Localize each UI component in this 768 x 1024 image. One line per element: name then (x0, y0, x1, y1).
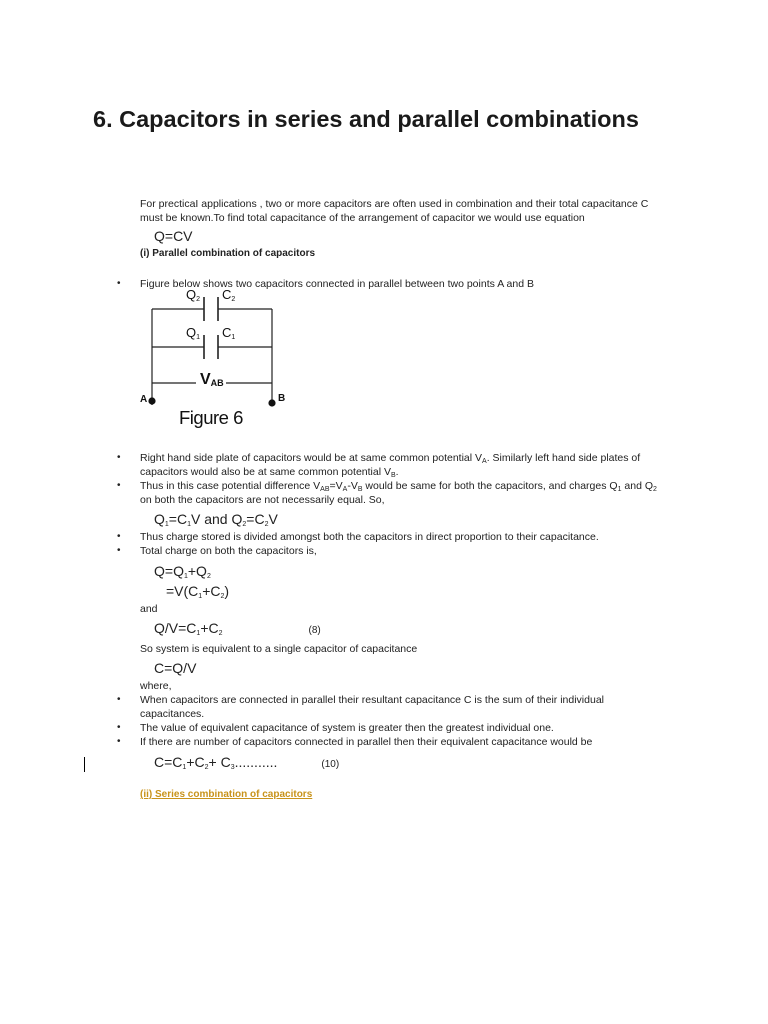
terminal-b-dot (268, 399, 275, 406)
where-text: where, (140, 680, 172, 692)
bullet-list-figure (140, 277, 670, 291)
equation-v-sum: $=V(C_1+C_2)$ (166, 583, 230, 600)
parallel-heading: (i) Parallel combination of capacitors (140, 248, 316, 259)
equation-q-sum: $Q=Q_1+Q_2$ (154, 563, 211, 580)
list-item: • Thus in this case potential difference $V_{AB}=V_A-V_B$ would be same for both the capacitors, and charges $Q_1$ and $Q_2$ on both the capacitors are not necessarily equal. So, (140, 479, 670, 507)
page-title: 6. Capacitors in series and parallel combinations (93, 106, 639, 132)
label-c2: $C_2$ (222, 287, 236, 303)
figure-6-circuit (140, 287, 310, 445)
list-item: • Right hand side plate of capacitors would be at same common potential $V_A$. Similarly left hand side plates of capacitors would also be at same common potential $V_B$. (140, 451, 670, 479)
label-vab: $V_{AB}$ (200, 371, 224, 388)
label-q1: $Q_1$ (186, 325, 201, 341)
equation-c-qv: C=Q/V (154, 660, 197, 676)
equation-general: $C=C_1+C_2+ C_3$........... (10) (154, 754, 340, 771)
equation-number-10: (10) (321, 759, 340, 770)
label-point-a: A (140, 394, 148, 405)
bullet-list-charge (140, 530, 670, 558)
terminal-a-dot (148, 397, 155, 404)
list-item: • Thus charge stored is divided amongst both the capacitors in direct proportion to their capacitance. (140, 530, 670, 544)
series-heading-paragraph (140, 787, 670, 802)
and-text: and (140, 603, 158, 615)
bullet-list-parallel (140, 451, 670, 507)
intro-paragraph: For precticaI applications , two or more capacitors are often used in combination and their total capacitance C must be known.To find total capacitance of the arrangement of capacitor we would use equation (140, 198, 649, 224)
equation-qv: $Q/V=C_1+C_2$ (8) (154, 620, 321, 637)
list-item: • Total charge on both the capacitors is, (140, 544, 670, 558)
list-item: • Figure below shows two capacitors connected in parallel between two points A and B (140, 277, 670, 291)
bullet-list-summary (140, 693, 670, 749)
article-body (140, 197, 670, 802)
list-item: • The value of equivalent capacitance of system is greater then the greatest individual one. (140, 721, 670, 735)
text-cursor (84, 757, 85, 772)
equation-number-8: (8) (308, 625, 321, 636)
figure-caption: Figure 6 (179, 407, 243, 428)
list-item: • If there are number of capacitors connected in parallel then their equivalent capacitance would be (140, 735, 670, 749)
label-q2: $Q_2$ (186, 287, 201, 303)
label-c1: $C_1$ (222, 325, 236, 341)
series-combination-link[interactable]: (ii) Series combination of capacitors (140, 789, 313, 800)
label-point-b: B (278, 393, 286, 404)
equation-q-cv: Q=CV (154, 228, 193, 244)
equation-q1-q2: $Q_1=C_1V$ and $Q_2=C_2V$ (154, 511, 278, 528)
equivalent-text: So system is equivalent to a single capacitor of capacitance (140, 643, 418, 655)
list-item: • When capacitors are connected in parallel their resultant capacitance C is the sum of their individual capacitances. (140, 693, 670, 721)
